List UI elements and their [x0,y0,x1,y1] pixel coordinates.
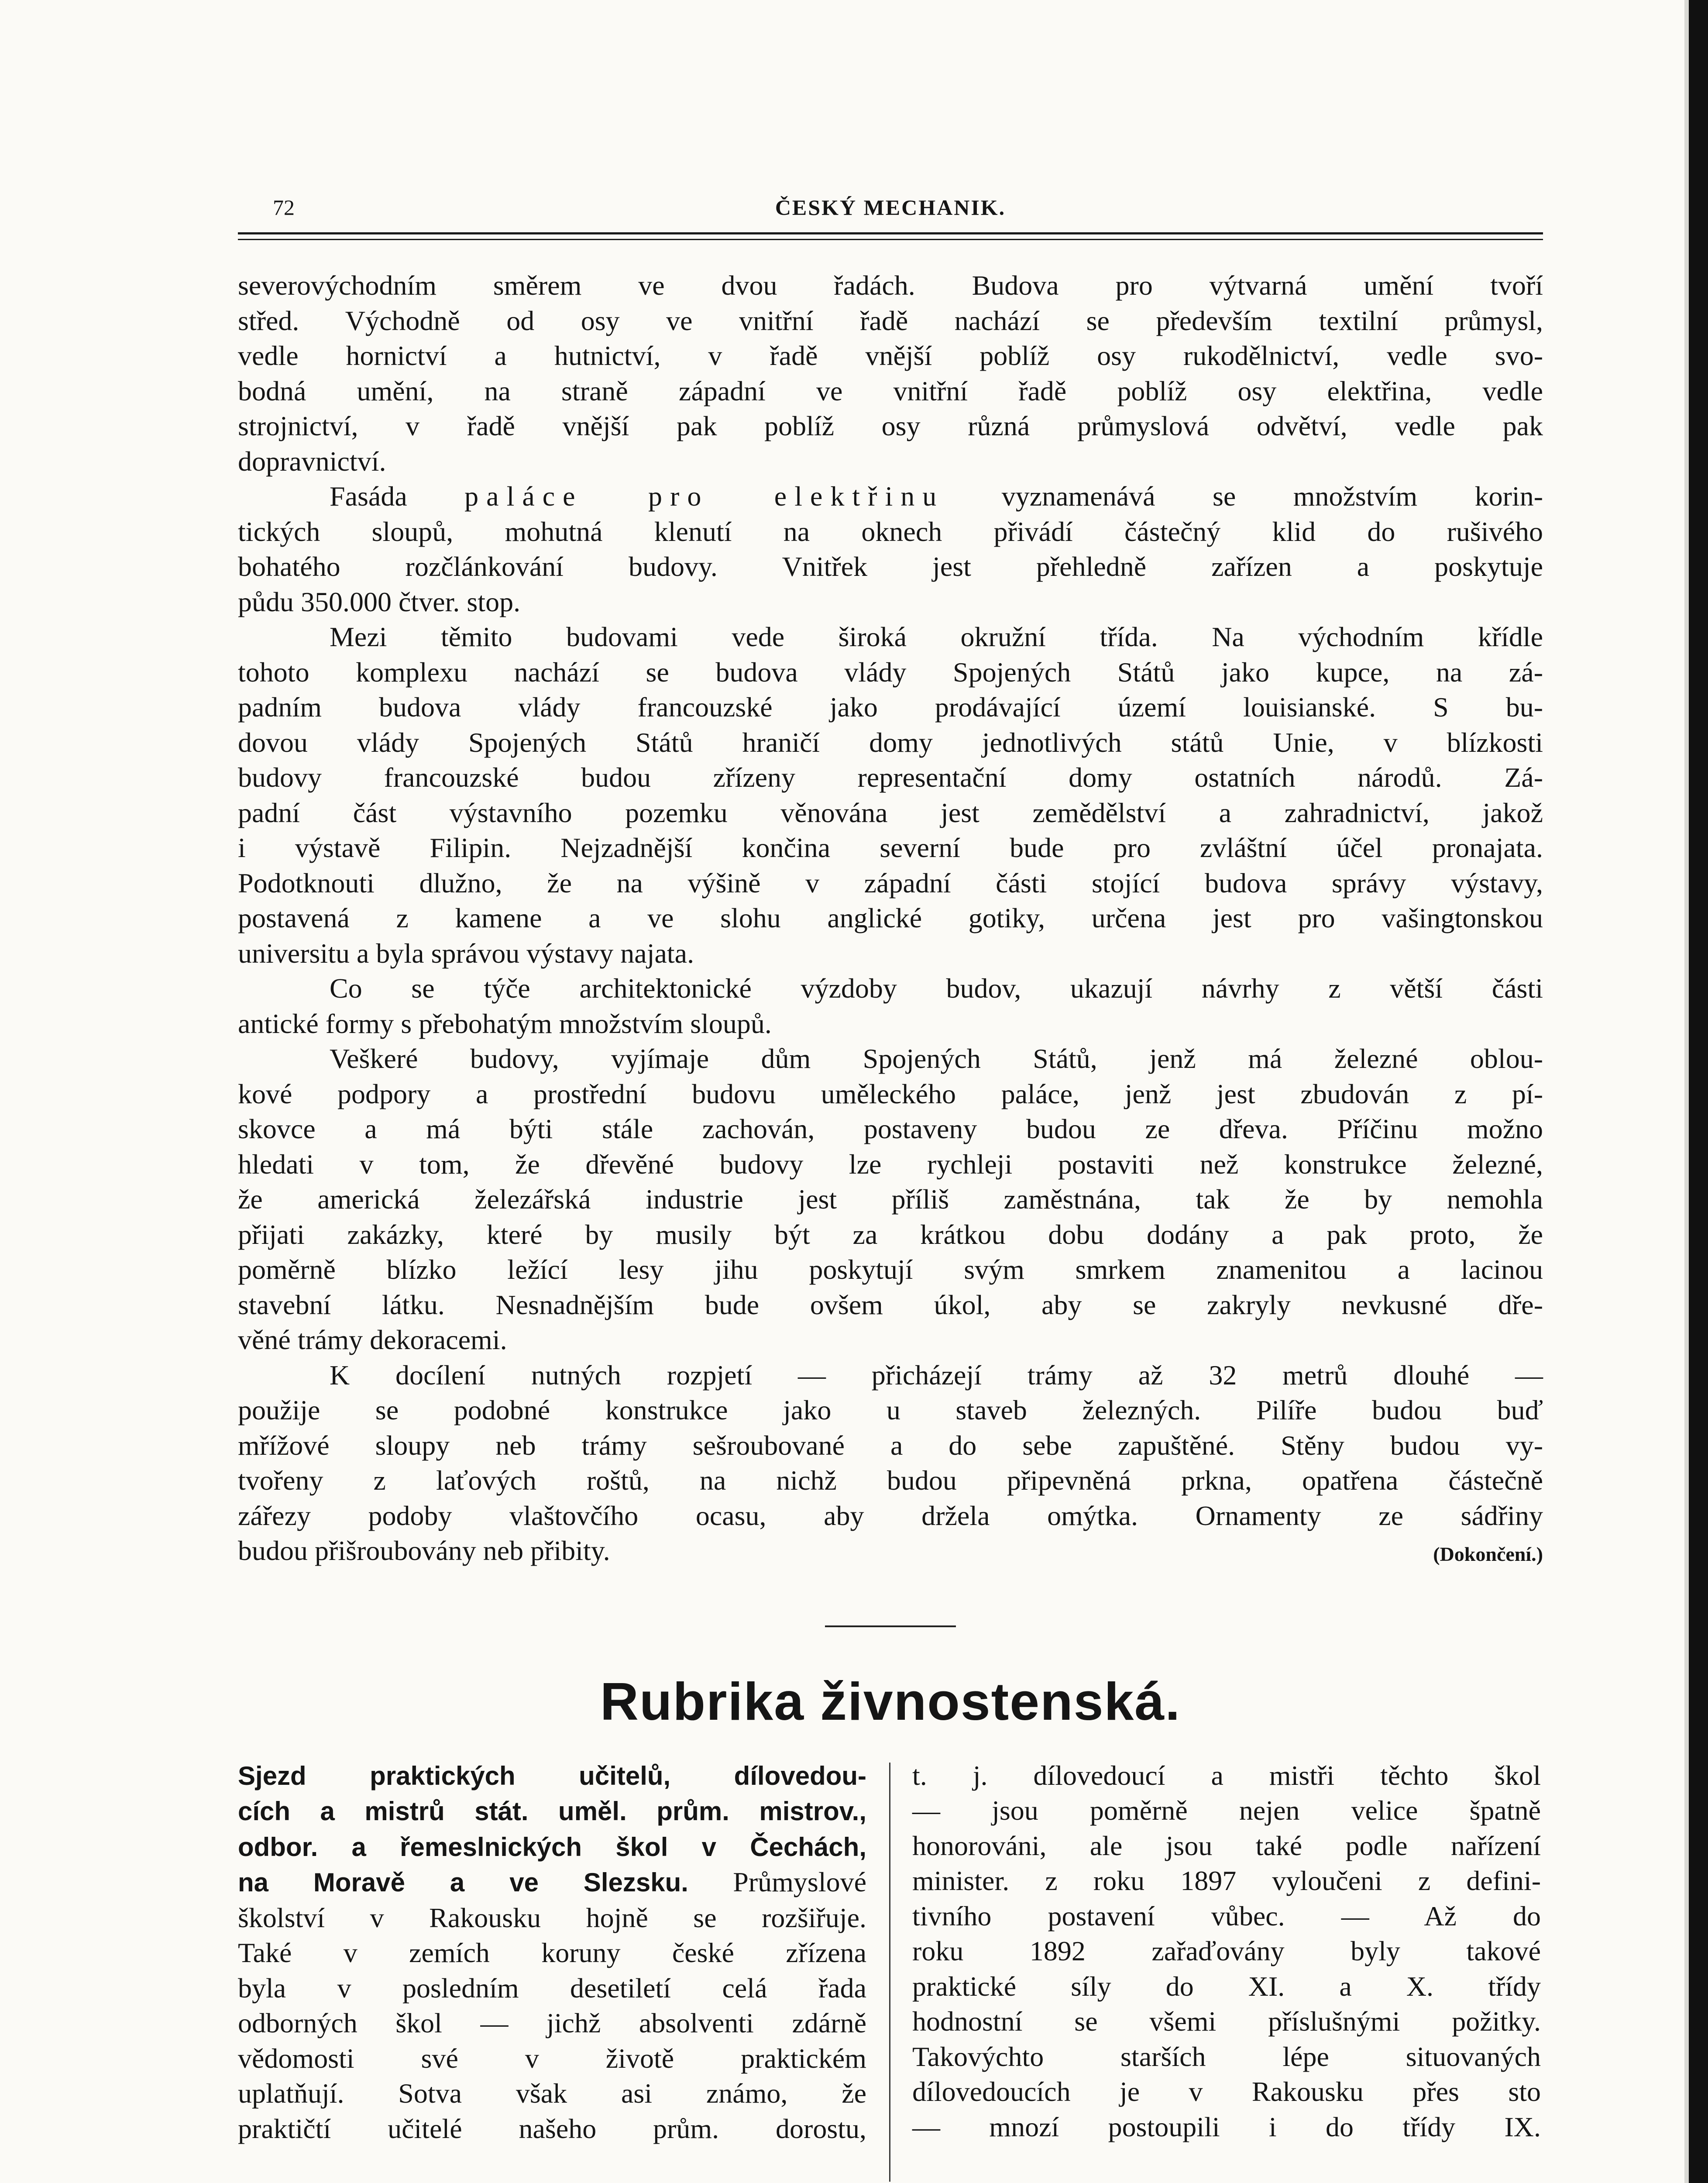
text-line [238,620,1543,655]
header-rule [238,232,1543,234]
column-line [238,2111,866,2147]
column-line [238,1794,866,1829]
text-fragment: střed. Východně od osy ve vnitřní řadě nachází se především textilní průmysl, [238,305,1543,336]
text-line [238,1288,1543,1323]
column-line [238,1971,866,2006]
text-fragment: bohatého rozčlánkování budovy. Vnitřek jest přehledně zařízen a poskytuje [238,551,1543,582]
text-line [238,1533,1543,1569]
text-line [238,1077,1543,1112]
bold-heading-fragment: Sjezd praktických učitelů, dílovedou- [238,1761,866,1790]
text-line [238,1182,1543,1217]
column-line [238,1901,866,1936]
text-line [238,585,1543,620]
text-fragment: K docílení nutných rozpjetí — přicházejí trámy až 32 metrů dlouhé — [330,1359,1543,1391]
text-line [238,1112,1543,1147]
journal-title: ČESKÝ MECHANIK. [775,195,1006,220]
text-fragment: severovýchodním směrem ve dvou řadách. Budova pro výtvarná umění tvoří [238,270,1543,301]
column-line [238,1758,866,1794]
column-line: tivního postavení vůbec. — Až do [912,1900,1541,1932]
text-line [238,1463,1543,1498]
bold-heading-fragment: na Moravě a ve Slezsku. [238,1868,688,1897]
text-fragment: stavební látku. Nesnadnějším bude ovšem úkol, aby se zakryly nevkusné dře- [238,1289,1543,1320]
column-line [238,2006,866,2041]
text-fragment: Průmyslové [688,1866,867,1897]
text-line [238,901,1543,936]
text-line [238,1358,1543,1393]
text-fragment: praktičtí učitelé našeho prům. dorostu, [238,2113,866,2144]
text-fragment: uplatňují. Sotva však asi známo, že [238,2078,866,2109]
column-line: t. j. dílovedoucí a mistři těchto škol [912,1759,1541,1791]
text-fragment: Mezi těmito budovami vede široká okružní třída. Na východním křídle [330,621,1543,652]
text-fragment: universitu a byla správou výstavy najata. [238,937,694,969]
text-fragment: že americká železářská industrie jest příliš zaměstnána, tak že by nemohla [238,1184,1543,1215]
column-line: dílovedoucích je v Rakousku přes sto [912,2076,1541,2107]
text-line [238,1322,1543,1358]
text-line [238,409,1543,444]
text-line [238,690,1543,725]
text-fragment: mřížové sloupy neb trámy sešroubované a do sebe zapuštěné. Stěny budou vy- [238,1429,1543,1461]
text-fragment: strojnictví, v řadě vnější pak poblíž osy různá průmyslová odvětví, vedle pak [238,410,1543,441]
bold-heading-fragment: odbor. a řemeslnických škol v Čechách, [238,1832,866,1862]
text-fragment: dopravnictví. [238,445,386,477]
text-fragment: kové podpory a prostřední budovu uměleckého paláce, jenž jest zbudován z pí- [238,1078,1543,1109]
text-fragment: postavená z kamene a ve slohu anglické gotiky, určena jest pro vašingtonskou [238,902,1543,933]
text-fragment: vyznamenává se množstvím korin- [944,481,1543,512]
text-fragment: odborných škol — jichž absolventi zdárně [238,2007,866,2038]
page-number: 72 [273,195,295,220]
text-fragment: školství v Rakousku hojně se rozšiřuje. [238,1902,866,1933]
text-fragment: antické formy s přebohatým množstvím sloupů. [238,1008,772,1039]
text-fragment: tvořeny z laťových roštů, na nichž budou připevněná prkna, opatřena částečně [238,1465,1543,1496]
text-fragment: zářezy podoby vlaštovčího ocasu, aby držela omýtka. Ornamenty ze sádřiny [238,1500,1543,1531]
text-line [238,549,1543,585]
text-fragment: Co se týče architektonické výzdoby budov, ukazují návrhy z větší části [330,973,1543,1004]
text-line [238,655,1543,690]
column-line [238,1935,866,1971]
text-line [238,444,1543,479]
section-divider [825,1625,956,1627]
text-line [238,1498,1543,1534]
column-line: — jsou poměrně nejen velice špatně [912,1795,1541,1826]
column-line: minister. z roku 1897 vyloučeni z defini- [912,1865,1541,1896]
left-column [238,1758,866,2147]
text-line [238,1428,1543,1463]
text-line [238,830,1543,866]
text-fragment: věné trámy dekoracemi. [238,1324,507,1355]
page [238,183,1543,2183]
text-fragment: Fasáda [330,481,465,512]
text-line [238,866,1543,901]
text-fragment: padní část výstavního pozemku věnována jest zemědělství a zahradnictví, jakož [238,797,1543,828]
text-line [238,795,1543,831]
text-line [238,479,1543,514]
scan-edge [1689,0,1708,2183]
text-line [238,1006,1543,1042]
column-line [238,2076,866,2111]
column-line: — mnozí postoupili i do třídy IX. [912,2111,1541,2142]
text-line [238,725,1543,761]
column-line [238,1829,866,1865]
text-line [238,338,1543,374]
text-line [238,1393,1543,1428]
column-line: Takovýchto starších lépe situovaných [912,2041,1541,2072]
column-line: praktické síly do XI. a X. třídy [912,1970,1541,2002]
text-fragment: Podotknouti dlužno, že na výšině v západní části stojící budova správy výstavy, [238,867,1543,899]
right-column [912,1758,1541,2145]
section-title: Rubrika živnostenská. [600,1671,1181,1731]
column-line: roku 1892 zařaďovány byly takové [912,1935,1541,1966]
text-fragment: přijati zakázky, které by musily být za krátkou dobu dodány a pak proto, že [238,1219,1543,1250]
text-fragment: budou přišroubovány neb přibity. [238,1535,610,1566]
text-line [238,1147,1543,1182]
text-line [238,971,1543,1006]
text-fragment: padním budova vlády francouzské jako prodávající území louisianské. S bu- [238,692,1543,723]
text-fragment: skovce a má býti stále zachován, postaveny budou ze dřeva. Příčinu možno [238,1113,1543,1144]
column-line [238,1865,866,1901]
text-line [238,268,1543,303]
spaced-emphasis: paláce pro elektřinu [464,481,945,512]
header-rule-thin [238,239,1543,240]
text-line [238,303,1543,339]
text-fragment: vedle hornictví a hutnictví, v řadě vnější poblíž osy rukodělnictví, vedle svo- [238,340,1543,371]
text-line [238,760,1543,795]
bold-heading-fragment: cích a mistrů stát. uměl. prům. mistrov., [238,1797,866,1826]
text-line [238,1252,1543,1288]
text-fragment: byla v posledním desetiletí celá řada [238,1972,866,2004]
scan-shadow [1684,0,1689,2183]
two-column-section [238,1758,1543,2183]
text-fragment: vědomosti své v životě praktickém [238,2042,866,2074]
text-fragment: hledati v tom, že dřevěné budovy lze rychleji postaviti než konstrukce železné, [238,1148,1543,1180]
text-line [238,374,1543,409]
text-fragment: použije se podobné konstrukce jako u staveb železných. Pilíře budou buď [238,1395,1543,1425]
text-fragment: poměrně blízko ležící lesy jihu poskytují svým smrkem znamenitou a lacinou [238,1254,1543,1285]
text-fragment: tohoto komplexu nachází se budova vlády Spojených Států jako kupce, na zá- [238,656,1543,688]
text-fragment: Veškeré budovy, vyjímaje dům Spojených Států, jenž má železné oblou- [330,1043,1543,1074]
column-rule [889,1763,890,2182]
running-head [238,183,1543,231]
text-line [238,936,1543,971]
text-fragment: Také v zemích koruny české zřízena [238,1937,866,1968]
column-line: honorováni, ale jsou také podle nařízení [912,1830,1541,1861]
text-fragment: půdu 350.000 čtver. stop. [238,586,521,617]
text-fragment: i výstavě Filipin. Nejzadnější končina severní bude pro zvláštní účel pronajata. [238,832,1543,863]
text-line [238,1217,1543,1253]
column-line: hodnostní se všemi příslušnými požitky. [912,2006,1541,2037]
column-line [238,2041,866,2076]
text-line [238,1041,1543,1077]
article-body [238,268,1543,1569]
text-fragment: dovou vlády Spojených Států hraničí domy jednotlivých států Unie, v blízkosti [238,727,1543,758]
continued-note: (Dokončení.) [1433,1543,1543,1565]
text-fragment: budovy francouzské budou zřízeny representační domy ostatních národů. Zá- [238,762,1543,793]
text-fragment: tických sloupů, mohutná klenutí na oknech přivádí částečný klid do rušivého [238,516,1543,547]
text-fragment: bodná umění, na straně západní ve vnitřní řadě poblíž osy elektřina, vedle [238,375,1543,406]
text-line [238,514,1543,550]
